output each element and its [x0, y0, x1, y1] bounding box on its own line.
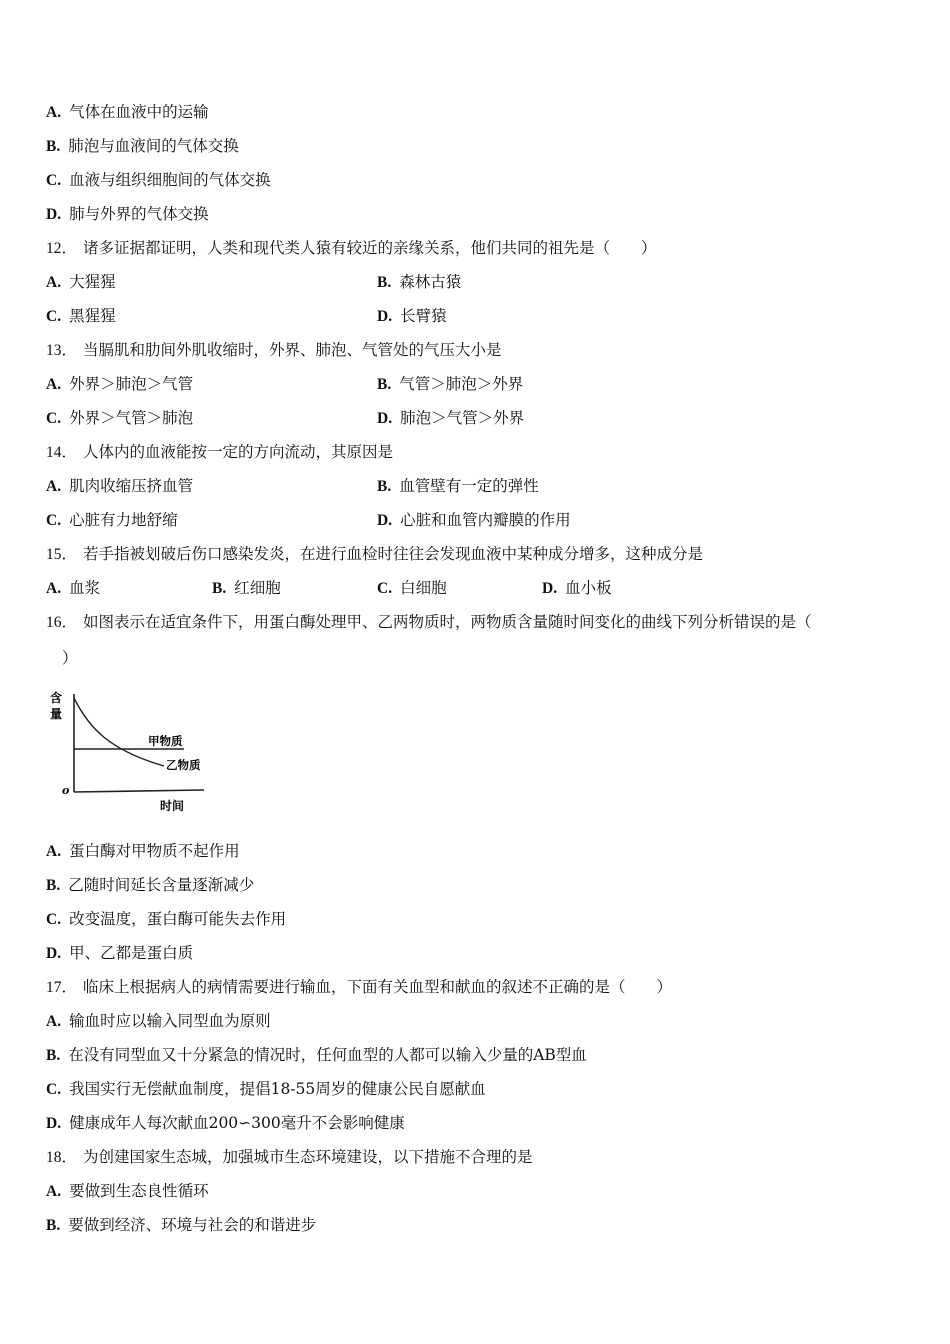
figure-series-b-label: 乙物质 — [166, 758, 201, 772]
q16-option-c: C. 改变温度，蛋白酶可能失去作用 — [46, 910, 287, 928]
q11-option-a: A. 气体在血液中的运输 — [46, 103, 209, 121]
figure-series-a-label: 甲物质 — [148, 734, 183, 748]
q18-option-a: A. 要做到生态良性循环 — [46, 1182, 209, 1200]
q17-option-b: B. 在没有同型血又十分紧急的情况时，任何血型的人都可以输入少量的AB型血 — [46, 1046, 587, 1064]
figure-x-axis — [74, 790, 204, 792]
q14-option-d: D. 心脏和血管内瓣膜的作用 — [377, 511, 571, 529]
q16-figure — [44, 688, 216, 816]
q11-option-d: D. 肺与外界的气体交换 — [46, 205, 209, 223]
q16-option-d: D. 甲、乙都是蛋白质 — [46, 944, 194, 962]
q14-option-a: A. 肌肉收缩压挤血管 — [46, 477, 194, 495]
q17-option-d: D. 健康成年人每次献血200∽300毫升不会影响健康 — [46, 1114, 405, 1132]
q15-option-b: B. 红细胞 — [212, 579, 281, 597]
q13-option-b: B. 气管＞肺泡＞外界 — [377, 375, 524, 393]
figure-origin: o — [62, 784, 70, 797]
figure-y-label-1: 含 — [50, 691, 63, 705]
q15-option-d: D. 血小板 — [542, 579, 612, 597]
curve-series-b — [74, 698, 164, 766]
q11-option-c: C. 血液与组织细胞间的气体交换 — [46, 171, 271, 189]
q16-stem: 16． 如图表示在适宜条件下，用蛋白酶处理甲、乙两物质时，两物质含量随时间变化的曲线下列分析错误的是（ — [46, 613, 812, 631]
q18-stem: 18． 为创建国家生态城，加强城市生态环境建设，以下措施不合理的是 — [46, 1148, 533, 1166]
q14-option-b: B. 血管壁有一定的弹性 — [377, 477, 539, 495]
q18-option-b: B. 要做到经济、环境与社会的和谐进步 — [46, 1216, 317, 1234]
q15-option-a: A. 血浆 — [46, 579, 101, 597]
q13-option-c: C. 外界＞气管＞肺泡 — [46, 409, 194, 427]
figure-y-label-2: 量 — [50, 707, 63, 721]
q16-stem-end: ） — [62, 649, 78, 667]
q17-option-c: C. 我国实行无偿献血制度，提倡18-55周岁的健康公民自愿献血 — [46, 1080, 486, 1098]
q13-option-a: A. 外界＞肺泡＞气管 — [46, 375, 194, 393]
q16-option-a: A. 蛋白酶对甲物质不起作用 — [46, 842, 240, 860]
q16-option-b: B. 乙随时间延长含量逐渐减少 — [46, 876, 255, 894]
q12-option-a: A. 大猩猩 — [46, 273, 116, 291]
q12-option-b: B. 森林古猿 — [377, 273, 462, 291]
q14-option-c: C. 心脏有力地舒缩 — [46, 511, 178, 529]
q12-stem: 12． 诸多证据都证明，人类和现代类人猿有较近的亲缘关系，他们共同的祖先是（ ） — [46, 239, 657, 257]
q13-stem: 13． 当膈肌和肋间外肌收缩时，外界、肺泡、气管处的气压大小是 — [46, 341, 502, 359]
q17-stem: 17． 临床上根据病人的病情需要进行输血，下面有关血型和献血的叙述不正确的是（ ） — [46, 978, 673, 996]
q14-stem: 14． 人体内的血液能按一定的方向流动，其原因是 — [46, 443, 394, 461]
q12-option-c: C. 黑猩猩 — [46, 307, 116, 325]
figure-x-label: 时间 — [160, 799, 185, 813]
q13-option-d: D. 肺泡＞气管＞外界 — [377, 409, 525, 427]
q17-option-a: A. 输血时应以输入同型血为原则 — [46, 1012, 271, 1030]
q12-option-d: D. 长臂猿 — [377, 307, 447, 325]
q11-option-b: B. 肺泡与血液间的气体交换 — [46, 137, 239, 155]
q15-stem: 15． 若手指被划破后伤口感染发炎，在进行血检时往往会发现血液中某种成分增多，这种成分是 — [46, 545, 704, 563]
q15-option-c: C. 白细胞 — [377, 579, 447, 597]
